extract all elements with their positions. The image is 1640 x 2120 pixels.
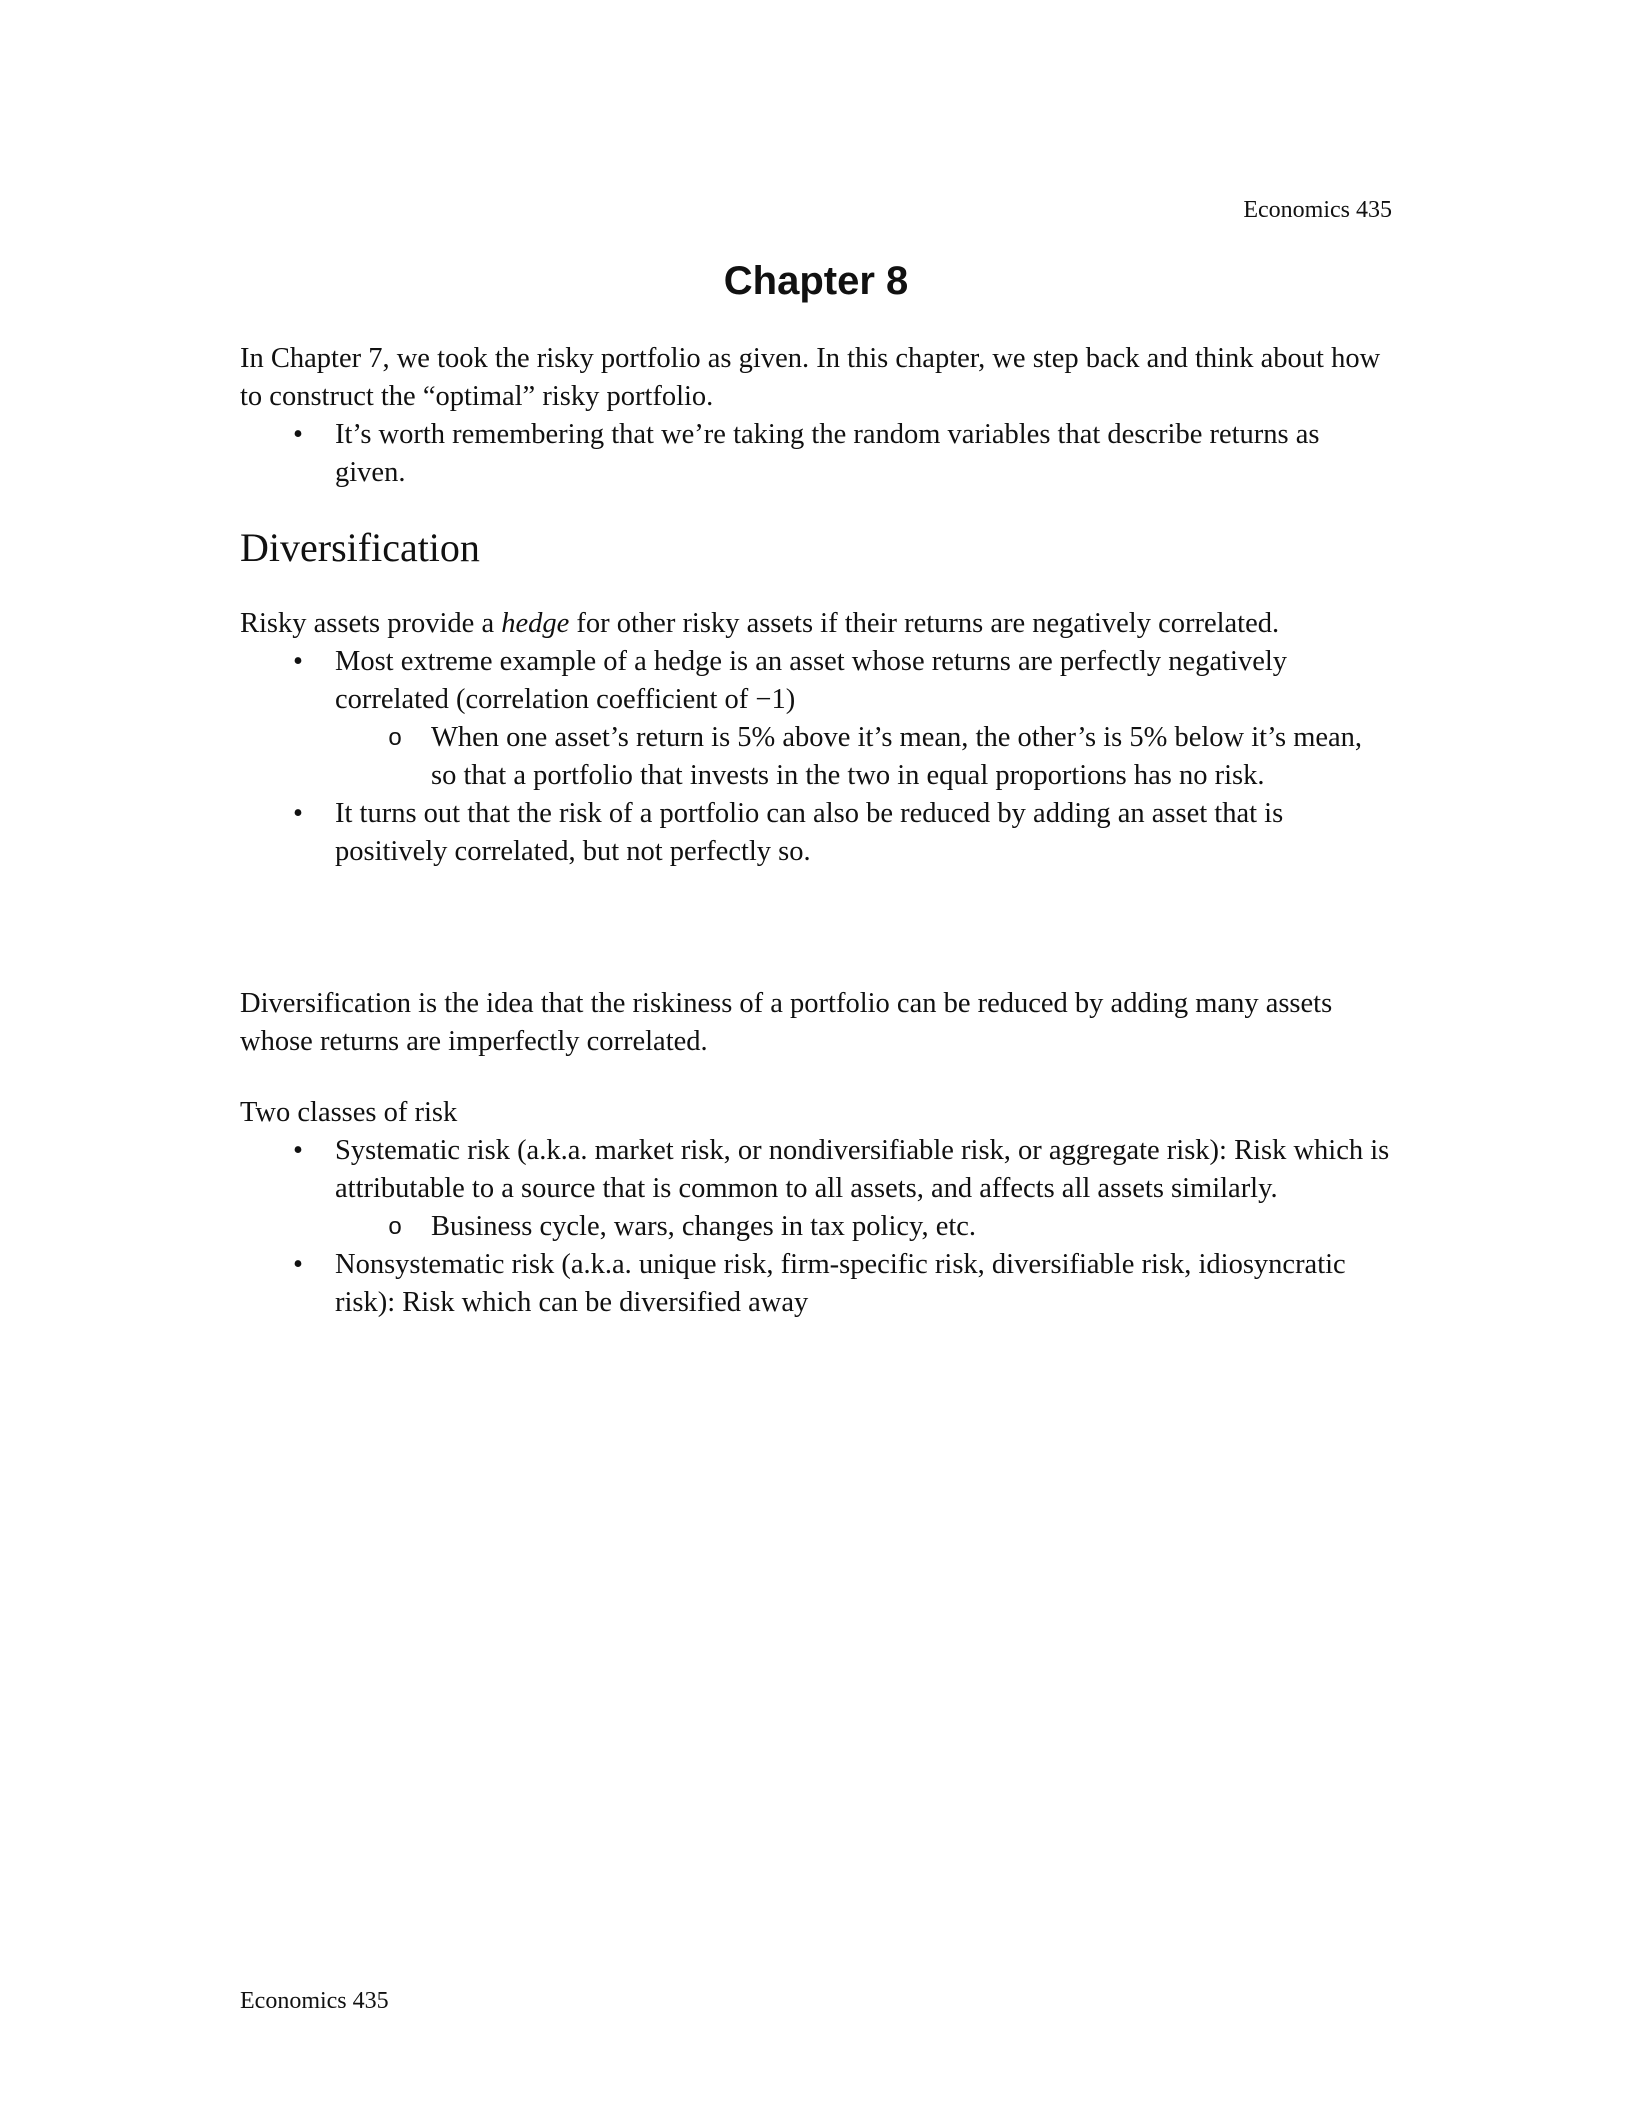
- risk-classes-block: [240, 1094, 1390, 1322]
- risk-class-item: [240, 1132, 1390, 1208]
- bullet-text: It turns out that the risk of a portfolio can also be reduced by adding an asset that is positively correlated, but not perfectly so.: [335, 798, 1284, 867]
- bullet-text: It’s worth remembering that we’re taking the random variables that describe returns as given.: [335, 419, 1320, 488]
- diversification-paragraph: Diversification is the idea that the riskiness of a portfolio can be reduced by adding many assets whose returns are imperfectly correlated.: [240, 988, 1333, 1057]
- bullet-icon: •: [293, 646, 303, 677]
- hedge-paragraph: [240, 605, 1390, 643]
- bullet-icon: •: [293, 1135, 303, 1166]
- bullet-icon: •: [293, 798, 303, 829]
- risk-class-sub-item: [240, 1208, 1390, 1246]
- hedge-bullet-item: [240, 795, 1390, 871]
- page-header: Economics 435: [1243, 197, 1392, 223]
- risk-classes-intro: Two classes of risk: [240, 1097, 458, 1128]
- sub-bullet-text: Business cycle, wars, changes in tax policy, etc.: [431, 1211, 977, 1242]
- hedge-sub-bullet-item: [240, 719, 1390, 795]
- sub-bullet-icon: o: [388, 1213, 402, 1240]
- diversification-block: [240, 985, 1390, 1061]
- intro-paragraph: In Chapter 7, we took the risky portfolio as given. In this chapter, we step back and think about how to construct the “optimal” risky portfolio.: [240, 343, 1381, 412]
- hedge-block: [240, 605, 1390, 871]
- page-footer: Economics 435: [240, 1988, 389, 2014]
- hedge-bullet-item: [240, 643, 1390, 719]
- risk-class-item: [240, 1246, 1390, 1322]
- sub-bullet-icon: o: [388, 724, 402, 751]
- hedge-text-before: Risky assets provide a: [240, 608, 502, 639]
- bullet-text: Nonsystematic risk (a.k.a. unique risk, firm-specific risk, diversifiable risk, idiosyncratic risk): Risk which can be diversified away: [335, 1249, 1346, 1318]
- risk-classes-list: [240, 1132, 1390, 1322]
- bullet-icon: •: [293, 1249, 303, 1280]
- hedge-text-after: for other risky assets if their returns are negatively correlated.: [569, 608, 1280, 639]
- chapter-title: Chapter 8: [723, 259, 909, 303]
- intro-bullet-list: [240, 416, 1390, 492]
- intro-block: [240, 340, 1390, 492]
- hedge-bullet-list: [240, 643, 1390, 871]
- intro-bullet-item: [240, 416, 1390, 492]
- sub-bullet-text: When one asset’s return is 5% above it’s mean, the other’s is 5% below it’s mean, so that a portfolio that invests in the two in equal proportions has no risk.: [431, 722, 1363, 791]
- bullet-text: Systematic risk (a.k.a. market risk, or nondiversifiable risk, or aggregate risk): Risk which is attributable to a source that is common to all assets, and affects all assets similarly.: [335, 1135, 1390, 1204]
- hedge-emphasis: hedge: [501, 608, 570, 639]
- bullet-text: Most extreme example of a hedge is an asset whose returns are perfectly negatively correlated (correlation coefficient of −1): [335, 646, 1288, 715]
- section-heading: Diversification: [240, 525, 480, 570]
- bullet-icon: •: [293, 419, 303, 450]
